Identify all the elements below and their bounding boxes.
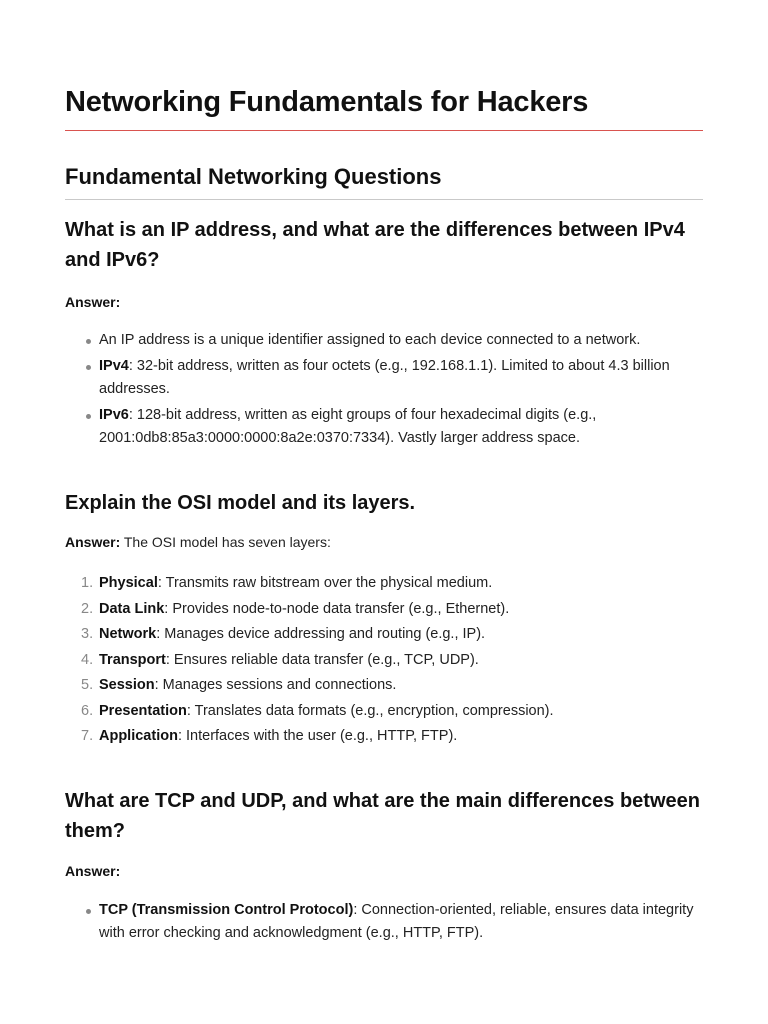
section-heading: Fundamental Networking Questions [65,164,442,189]
list-item-text: : 32-bit address, written as four octets (e.g., 192.168.1.1). Limited to about 4.3 billion addresses. [99,358,670,397]
list-item-term: Physical [99,575,158,591]
list-item-term: Transport [99,651,166,668]
list-item [65,355,703,401]
list-item-text: : Interfaces with the user (e.g., HTTP, FTP). [177,728,458,744]
list-number: 4. [81,651,94,668]
list-item [65,899,703,945]
answer-label [65,292,703,312]
list-item-text: : Manages device addressing and routing (e.g., IP). [156,626,486,642]
list-item-text: : Manages sessions and connections. [154,677,397,693]
bullet-icon [86,339,91,344]
osi-layer-list [65,572,703,748]
answer-label-text: Answer: [65,534,121,550]
list-item-text: : 128-bit address, written as eight groups of four hexadecimal digits (e.g., 2001:0db8:85a3:0000:0000:8a2e:0370:7334). Vastly larger address space. [99,407,597,446]
list-item [65,700,703,723]
list-item-term: Session [99,677,155,693]
list-number: 3. [81,626,94,642]
question-ip-address: What is an IP address, and what are the differences between IPv4 and IPv6? [65,219,685,271]
answer-label [65,861,703,881]
bullet-icon [86,909,91,914]
tcp-udp-answer-list [65,899,703,945]
question-osi-model: Explain the OSI model and its layers. [65,492,416,514]
answer-label-text: Answer: [65,863,121,879]
list-item-text: : Connection-oriented, reliable, ensures data integrity with error checking and acknowledgment (e.g., HTTP, FTP). [99,902,694,941]
section-divider [65,199,703,200]
list-item-text: : Transmits raw bitstream over the physical medium. [157,575,493,591]
list-item [65,572,703,595]
list-number: 5. [81,677,94,693]
bullet-icon [86,414,91,419]
list-item-term: Data Link [99,600,165,617]
list-item-term: IPv6 [99,407,129,423]
list-item-term: TCP (Transmission Control Protocol) [99,902,354,918]
list-item-term: IPv4 [99,358,129,374]
answer-line [65,532,703,552]
list-item-term: Application [99,728,178,744]
list-item [65,674,703,697]
list-number: 2. [81,600,94,617]
list-number: 1. [81,575,94,591]
answer-label-text: Answer: [65,294,121,310]
list-item [65,623,703,646]
ip-answer-list [65,329,703,450]
list-item [65,598,703,621]
bullet-icon [86,365,91,370]
list-item [65,649,703,672]
list-item [65,404,703,450]
page-title: Networking Fundamentals for Hackers [65,86,589,118]
question-tcp-udp: What are TCP and UDP, and what are the main differences between them? [65,790,700,842]
list-number: 7. [81,728,94,744]
list-item-text: : Provides node-to-node data transfer (e.g., Ethernet). [164,600,510,617]
list-item-text: An IP address is a unique identifier assigned to each device connected to a network. [99,332,641,348]
answer-text: The OSI model has seven layers: [120,534,331,550]
list-item-text: : Translates data formats (e.g., encryption, compression). [186,702,554,719]
title-divider [65,130,703,131]
list-item [65,329,703,352]
list-item-text: : Ensures reliable data transfer (e.g., TCP, UDP). [165,651,479,668]
list-item-term: Network [99,626,157,642]
list-item [65,725,703,748]
list-item-term: Presentation [99,702,187,719]
list-number: 6. [81,702,94,719]
